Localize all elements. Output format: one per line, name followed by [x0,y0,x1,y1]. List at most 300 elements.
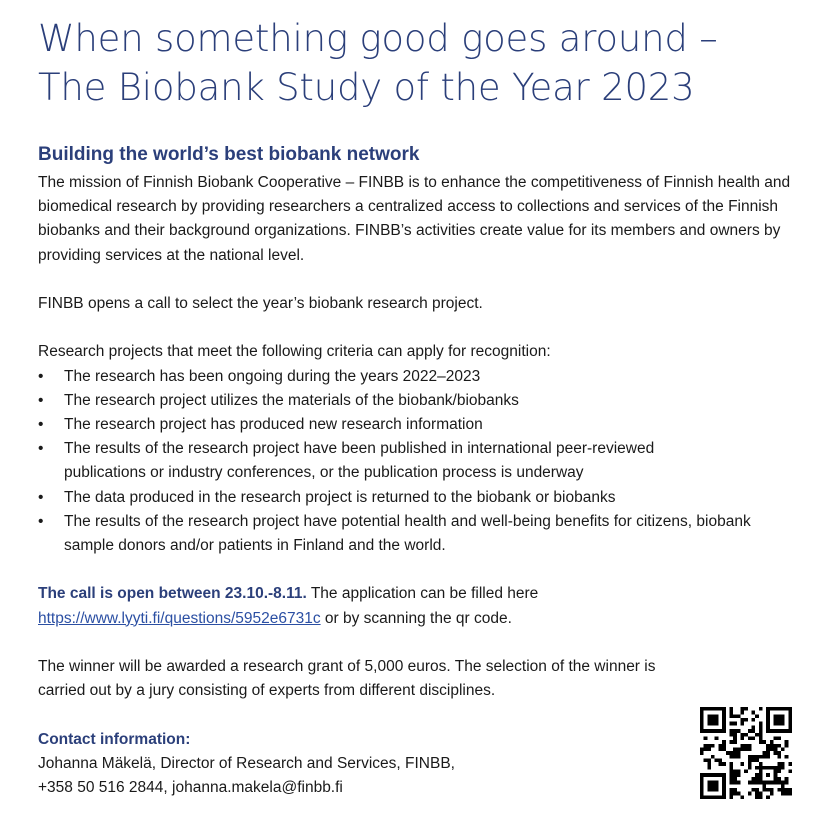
qr-module [759,770,763,774]
qr-module [766,744,770,748]
qr-module [788,729,792,733]
qr-module [770,747,774,751]
qr-module [774,781,778,785]
qr-module [755,788,759,792]
qr-module [700,729,704,733]
qr-module [777,755,781,759]
qr-module [781,792,785,796]
qr-module [763,784,767,788]
qr-module [785,788,789,792]
qr-module [704,707,708,711]
qr-module [715,714,719,718]
page-title [38,14,718,112]
qr-module [777,744,781,748]
qr-module [774,729,778,733]
qr-module [737,773,741,777]
qr-module [733,788,737,792]
qr-module [718,729,722,733]
contact-heading: Contact information: [38,730,191,748]
qr-module [722,740,726,744]
qr-module [729,792,733,796]
qr-module [755,773,759,777]
qr-module [707,714,711,718]
qr-module [752,759,756,763]
qr-module [733,747,737,751]
qr-module [707,781,711,785]
qr-module [759,795,763,799]
qr-module [700,714,704,718]
qr-module [704,747,708,751]
qr-module [707,707,711,711]
qr-module [777,770,781,774]
qr-module [766,773,770,777]
criteria-intro: Research projects that meet the following criteria can apply for recognition: [38,343,551,361]
qr-module [744,733,748,737]
application-link[interactable]: https://www.lyyti.fi/questions/5952e6731c [38,609,321,627]
call-intro-paragraph: FINBB opens a call to select the year’s biobank research project. [38,295,483,312]
qr-module [729,781,733,785]
criteria-item: • The results of the research project have potential health and well-being benefits for citizens, biobank sample donors and/or patients in Finland and the world. [38,510,764,558]
qr-module [788,762,792,766]
qr-module [740,747,744,751]
qr-module [715,788,719,792]
qr-module [729,755,733,759]
qr-module [781,718,785,722]
qr-module [733,722,737,726]
qr-module [711,744,715,748]
qr-module [788,718,792,722]
qr-module [759,777,763,781]
qr-module [711,755,715,759]
qr-module [748,762,752,766]
qr-module [744,718,748,722]
qr-module [755,795,759,799]
qr-module [777,729,781,733]
qr-module [700,792,704,796]
qr-module [781,762,785,766]
qr-module [788,725,792,729]
qr-module [740,744,744,748]
page-title-line-1: When something good goes around – [38,17,718,60]
qr-module [770,766,774,770]
qr-module [715,707,719,711]
qr-module [755,714,759,718]
qr-module [733,773,737,777]
qr-module [700,777,704,781]
qr-module [770,740,774,744]
qr-module [781,788,785,792]
qr-module [766,707,770,711]
qr-module [722,711,726,715]
call-open-dates: The call is open between 23.10.-8.11. [38,585,307,603]
qr-module [788,714,792,718]
qr-module [740,722,744,726]
qr-module [766,725,770,729]
qr-module [737,714,741,718]
qr-module [759,766,763,770]
qr-module [704,795,708,799]
qr-module [704,759,708,763]
qr-module [722,762,726,766]
qr-module [748,755,752,759]
qr-module [763,755,767,759]
qr-module [755,781,759,785]
qr-module [711,773,715,777]
qr-module [744,747,748,751]
qr-module [722,718,726,722]
qr-module [774,766,778,770]
qr-module [788,788,792,792]
qr-module [722,747,726,751]
qr-module [744,707,748,711]
qr-module [785,729,789,733]
qr-module [715,722,719,726]
qr-module [715,784,719,788]
qr-module [763,788,767,792]
call-open-paragraph [38,582,818,630]
qr-module [737,751,741,755]
qr-module [755,755,759,759]
qr-module [733,729,737,733]
qr-module [788,770,792,774]
qr-module [744,744,748,748]
body-text [38,143,818,800]
qr-module [700,773,704,777]
qr-module [763,740,767,744]
qr-module [752,755,756,759]
qr-module [737,755,741,759]
qr-module [733,714,737,718]
qr-module [729,762,733,766]
qr-module [715,759,719,763]
qr-module [770,729,774,733]
qr-module [759,792,763,796]
qr-module [718,762,722,766]
qr-module [766,718,770,722]
qr-module [774,744,778,748]
qr-module [718,773,722,777]
qr-module [759,736,763,740]
qr-module [770,781,774,785]
qr-module [759,781,763,785]
qr-module [777,788,781,792]
qr-module [729,795,733,799]
qr-module [774,751,778,755]
qr-module [711,795,715,799]
qr-module [755,792,759,796]
qr-module [700,795,704,799]
qr-module [770,707,774,711]
qr-module [722,792,726,796]
page-title-line-2: The Biobank Study of the Year 2023 [38,66,695,109]
qr-module [700,751,704,755]
qr-module [711,784,715,788]
qr-module [722,784,726,788]
qr-module [766,766,770,770]
contact-line-1: Johanna Mäkelä, Director of Research and Services, FINBB, [38,754,455,772]
criteria-item: • The results of the research project have been published in international peer-reviewed publications or industry conferences, or the publication process is underway [38,437,724,485]
qr-module [740,733,744,737]
qr-module [700,788,704,792]
qr-module [748,744,752,748]
qr-module [785,740,789,744]
qr-module [729,770,733,774]
qr-module [788,711,792,715]
qr-module [711,707,715,711]
qr-module [700,718,704,722]
qr-module [733,792,737,796]
qr-module [759,733,763,737]
qr-module [744,770,748,774]
qr-module [733,777,737,781]
qr-module [700,784,704,788]
qr-module [752,777,756,781]
qr-module [707,718,711,722]
criteria-list [38,365,818,559]
qr-module [748,766,752,770]
qr-module [785,781,789,785]
qr-module [748,736,752,740]
qr-module [737,792,741,796]
qr-module [785,707,789,711]
qr-module [766,795,770,799]
qr-module [729,729,733,733]
qr-module [737,781,741,785]
qr-module [759,755,763,759]
qr-module [774,736,778,740]
qr-module [711,722,715,726]
qr-module [722,781,726,785]
qr-module [704,736,708,740]
qr-module [774,714,778,718]
qr-module [740,795,744,799]
qr-module [740,736,744,740]
qr-module [774,773,778,777]
qr-module [777,707,781,711]
qr-module [748,747,752,751]
qr-module [711,729,715,733]
qr-module [752,729,756,733]
qr-module [707,722,711,726]
qr-module [766,751,770,755]
qr-module [785,777,789,781]
qr-module [788,722,792,726]
criteria-item: • The research project utilizes the materials of the biobank/biobanks [38,389,818,413]
criteria-item: • The research project has produced new research information [38,413,818,437]
qr-module [700,711,704,715]
qr-module [777,714,781,718]
qr-module [777,751,781,755]
qr-module [752,711,756,715]
qr-module [722,722,726,726]
qr-module [781,707,785,711]
qr-module [733,781,737,785]
qr-module [700,747,704,751]
qr-module [715,781,719,785]
qr-module [748,729,752,733]
qr-module [763,766,767,770]
qr-module [781,722,785,726]
qr-module [718,744,722,748]
qr-module [704,729,708,733]
qr-module [729,722,733,726]
qr-module [740,718,744,722]
qr-module [755,777,759,781]
qr-module [788,792,792,796]
criteria-item: • The data produced in the research project is returned to the biobank or biobanks [38,486,818,510]
contact-line-2: +358 50 516 2844, johanna.makela@finbb.fi [38,779,343,796]
qr-module [733,733,737,737]
qr-module [763,751,767,755]
qr-module [722,707,726,711]
qr-module [774,722,778,726]
qr-module [777,722,781,726]
qr-module [715,718,719,722]
qr-module [748,792,752,796]
qr-module [752,788,756,792]
qr-module [777,766,781,770]
qr-module [711,718,715,722]
qr-module [704,744,708,748]
qr-module [777,781,781,785]
qr-module [722,744,726,748]
qr-module [729,788,733,792]
qr-module [729,711,733,715]
qr-module [759,707,763,711]
qr-module [785,755,789,759]
qr-module [766,788,770,792]
qr-module [700,725,704,729]
qr-module [759,762,763,766]
qr-module [777,718,781,722]
qr-module [729,707,733,711]
qr-module [781,784,785,788]
qr-module [700,707,704,711]
qr-module [711,714,715,718]
qr-module [729,714,733,718]
qr-module [700,781,704,785]
qr-module [763,781,767,785]
qr-module [729,773,733,777]
qr-module [718,747,722,751]
qr-module [722,788,726,792]
qr-module [781,781,785,785]
qr-module [707,788,711,792]
qr-module [788,707,792,711]
call-open-text: The application can be filled here [306,585,539,603]
qr-module [777,762,781,766]
qr-module [752,781,756,785]
qr-module [733,740,737,744]
qr-module [759,722,763,726]
qr-module [770,744,774,748]
qr-module [729,733,733,737]
qr-module [733,751,737,755]
qr-module [733,755,737,759]
qr-module [766,722,770,726]
qr-module [707,744,711,748]
qr-module [707,747,711,751]
qr-module [737,770,741,774]
qr-module [715,736,719,740]
qr-module [722,773,726,777]
qr-module [707,773,711,777]
qr-module [774,777,778,781]
qr-module [770,788,774,792]
qr-module [766,747,770,751]
qr-module [740,711,744,715]
qr-module [774,770,778,774]
qr-module [729,777,733,781]
qr-module [715,773,719,777]
qr-module [785,744,789,748]
qr-module [729,751,733,755]
winner-paragraph: The winner will be awarded a research grant of 5,000 euros. The selection of the winner is carried out by a jury consisting of experts from different disciplines. [38,658,656,700]
qr-module [718,795,722,799]
qr-module [733,770,737,774]
qr-module [707,762,711,766]
qr-module [726,751,730,755]
qr-module [755,759,759,763]
qr-module [755,733,759,737]
qr-module [707,795,711,799]
qr-module [770,792,774,796]
qr-module [748,781,752,785]
qr-module [781,714,785,718]
qr-module [722,729,726,733]
qr-module [774,718,778,722]
qr-module [777,777,781,781]
qr-module [722,725,726,729]
qr-module [711,788,715,792]
qr-module [707,729,711,733]
qr-module [733,736,737,740]
qr-module [755,766,759,770]
mission-paragraph: The mission of Finnish Biobank Cooperative – FINBB is to enhance the competitiveness of Finnish health and biomedical research by providing researchers a centralized access to collections and services of the Finnish biobanks and their background organizations. FINBB’s activities create value for its members and owners by providing services at the national level. [38,174,791,264]
qr-code-icon[interactable] [700,707,792,799]
qr-module [707,759,711,763]
qr-module [752,718,756,722]
qr-module [766,714,770,718]
qr-module [781,729,785,733]
qr-module [722,714,726,718]
qr-module [737,747,741,751]
qr-module [737,729,741,733]
qr-module [707,784,711,788]
section-heading: Building the world’s best biobank network [38,144,420,165]
qr-module [759,729,763,733]
qr-module [704,773,708,777]
qr-module [766,729,770,733]
qr-module [752,725,756,729]
qr-module [707,766,711,770]
qr-module [718,707,722,711]
qr-module [711,781,715,785]
qr-module [740,707,744,711]
qr-module [729,740,733,744]
criteria-item: • The research has been ongoing during the years 2022–2023 [38,365,818,389]
qr-module [766,755,770,759]
qr-module [777,736,781,740]
qr-module [759,725,763,729]
qr-module [729,766,733,770]
qr-module [759,773,763,777]
qr-module [774,707,778,711]
qr-module [766,781,770,785]
qr-module [781,766,785,770]
qr-module [785,792,789,796]
qr-module [718,759,722,763]
